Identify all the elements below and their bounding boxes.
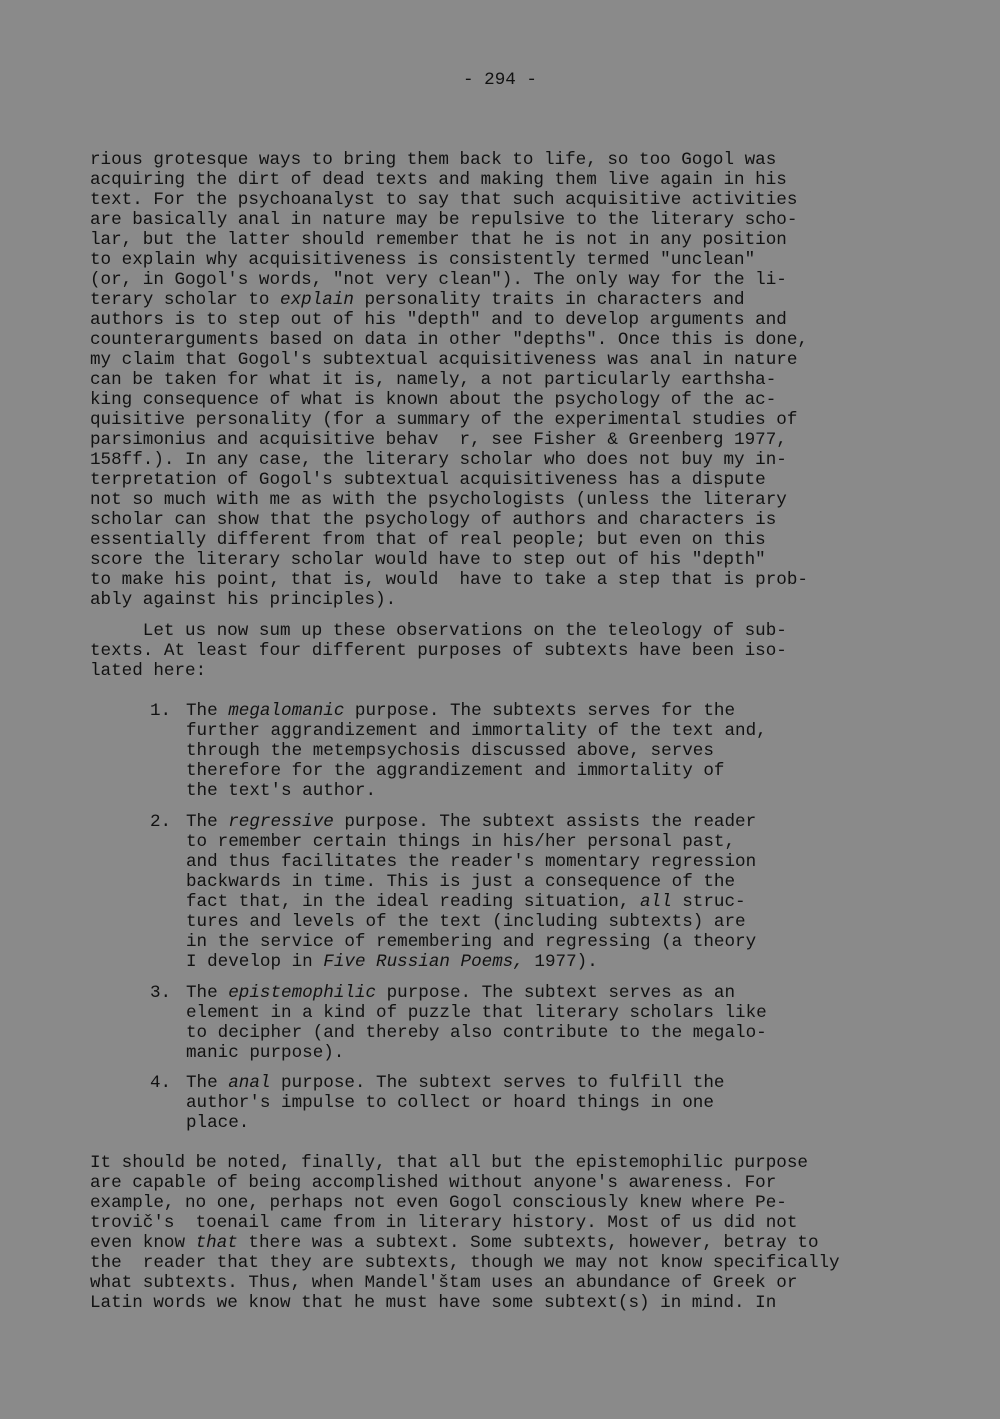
text-line: manic purpose).: [186, 1043, 345, 1063]
text-line: score the literary scholar would have to step out of his "depth": [90, 550, 766, 570]
text-line: through the metempsychosis discussed above, serves: [186, 741, 714, 761]
text-line: are basically anal in nature may be repulsive to the literary scho-: [90, 210, 798, 230]
text-line: 158ff.). In any case, the literary scholar who does not buy my in-: [90, 450, 787, 470]
text-line: can be taken for what it is, namely, a not particularly earthsha-: [90, 370, 777, 390]
text-line: fact that, in the ideal reading situation, all struc-: [186, 892, 746, 912]
list-item-number: 4.: [150, 1073, 172, 1093]
text-line: not so much with me as with the psychologists (unless the literary: [90, 490, 787, 510]
text-line: tures and levels of the text (including subtexts) are: [186, 912, 746, 932]
text-line: terpretation of Gogol's subtextual acquisitiveness has a dispute: [90, 470, 766, 490]
text-line: backwards in time. This is just a consequence of the: [186, 872, 736, 892]
text-line: parsimonius and acquisitive behav r, see Fisher & Greenberg 1977,: [90, 430, 787, 450]
text-line: ably against his principles).: [90, 590, 397, 610]
text-line: The megalomanic purpose. The subtexts serves for the: [186, 701, 736, 721]
text-line: to remember certain things in his/her personal past,: [186, 832, 736, 852]
text-line: The epistemophilic purpose. The subtext serves as an: [186, 983, 736, 1003]
text-line: to make his point, that is, would have to take a step that is prob-: [90, 570, 808, 590]
text-line: further aggrandizement and immortality of the text and,: [186, 721, 767, 741]
text-line: and thus facilitates the reader's momentary regression: [186, 852, 757, 872]
text-line: author's impulse to collect or hoard things in one: [186, 1093, 714, 1113]
list-item-number: 3.: [150, 983, 172, 1003]
text-line: lar, but the latter should remember that he is not in any position: [90, 230, 787, 250]
text-line: the text's author.: [186, 781, 377, 801]
text-line: the reader that they are subtexts, though we may not know specifically: [90, 1253, 840, 1273]
text-line: essentially different from that of real people; but even on this: [90, 530, 766, 550]
text-line: to decipher (and thereby also contribute to the megalo-: [186, 1023, 767, 1043]
text-line: (or, in Gogol's words, "not very clean"). The only way for the li-: [90, 270, 787, 290]
list-item-number: 2.: [150, 812, 172, 832]
text-line: text. For the psychoanalyst to say that such acquisitive activities: [90, 190, 798, 210]
text-line: terary scholar to explain personality traits in characters and: [90, 290, 745, 310]
text-line: texts. At least four different purposes of subtexts have been iso-: [90, 641, 787, 661]
text-line: example, no one, perhaps not even Gogol consciously knew where Pe-: [90, 1193, 787, 1213]
text-line: It should be noted, finally, that all but the epistemophilic purpose: [90, 1153, 808, 1173]
text-line: The regressive purpose. The subtext assists the reader: [186, 812, 757, 832]
text-line: my claim that Gogol's subtextual acquisitiveness was anal in nature: [90, 350, 798, 370]
list-item-number: 1.: [150, 701, 172, 721]
text-line: in the service of remembering and regressing (a theory: [186, 932, 757, 952]
text-line: Latin words we know that he must have some subtext(s) in mind. In: [90, 1293, 777, 1313]
page-number: - 294 -: [463, 70, 537, 90]
text-line: lated here:: [90, 661, 207, 681]
text-line: are capable of being accomplished without anyone's awareness. For: [90, 1173, 777, 1193]
text-line: quisitive personality (for a summary of the experimental studies of: [90, 410, 798, 430]
text-line: therefore for the aggrandizement and immortality of: [186, 761, 725, 781]
text-line: even know that there was a subtext. Some subtexts, however, betray to: [90, 1233, 819, 1253]
text-line: rious grotesque ways to bring them back to life, so too Gogol was: [90, 150, 777, 170]
text-line: to explain why acquisitiveness is consistently termed "unclean": [90, 250, 756, 270]
text-line: what subtexts. Thus, when Mandel'štam uses an abundance of Greek or: [90, 1273, 798, 1293]
text-line: The anal purpose. The subtext serves to fulfill the: [186, 1073, 725, 1093]
text-line: trovič's toenail came from in literary history. Most of us did not: [90, 1213, 798, 1233]
text-line: I develop in Five Russian Poems, 1977).: [186, 952, 598, 972]
text-line: scholar can show that the psychology of authors and characters is: [90, 510, 777, 530]
text-line: counterarguments based on data in other "depths". Once this is done,: [90, 330, 808, 350]
text-line: acquiring the dirt of dead texts and making them live again in his: [90, 170, 787, 190]
text-line: king consequence of what is known about the psychology of the ac-: [90, 390, 777, 410]
text-line: authors is to step out of his "depth" and to develop arguments and: [90, 310, 787, 330]
text-line: element in a kind of puzzle that literary scholars like: [186, 1003, 767, 1023]
text-line: place.: [186, 1113, 250, 1133]
text-line: Let us now sum up these observations on the teleology of sub-: [90, 621, 787, 641]
